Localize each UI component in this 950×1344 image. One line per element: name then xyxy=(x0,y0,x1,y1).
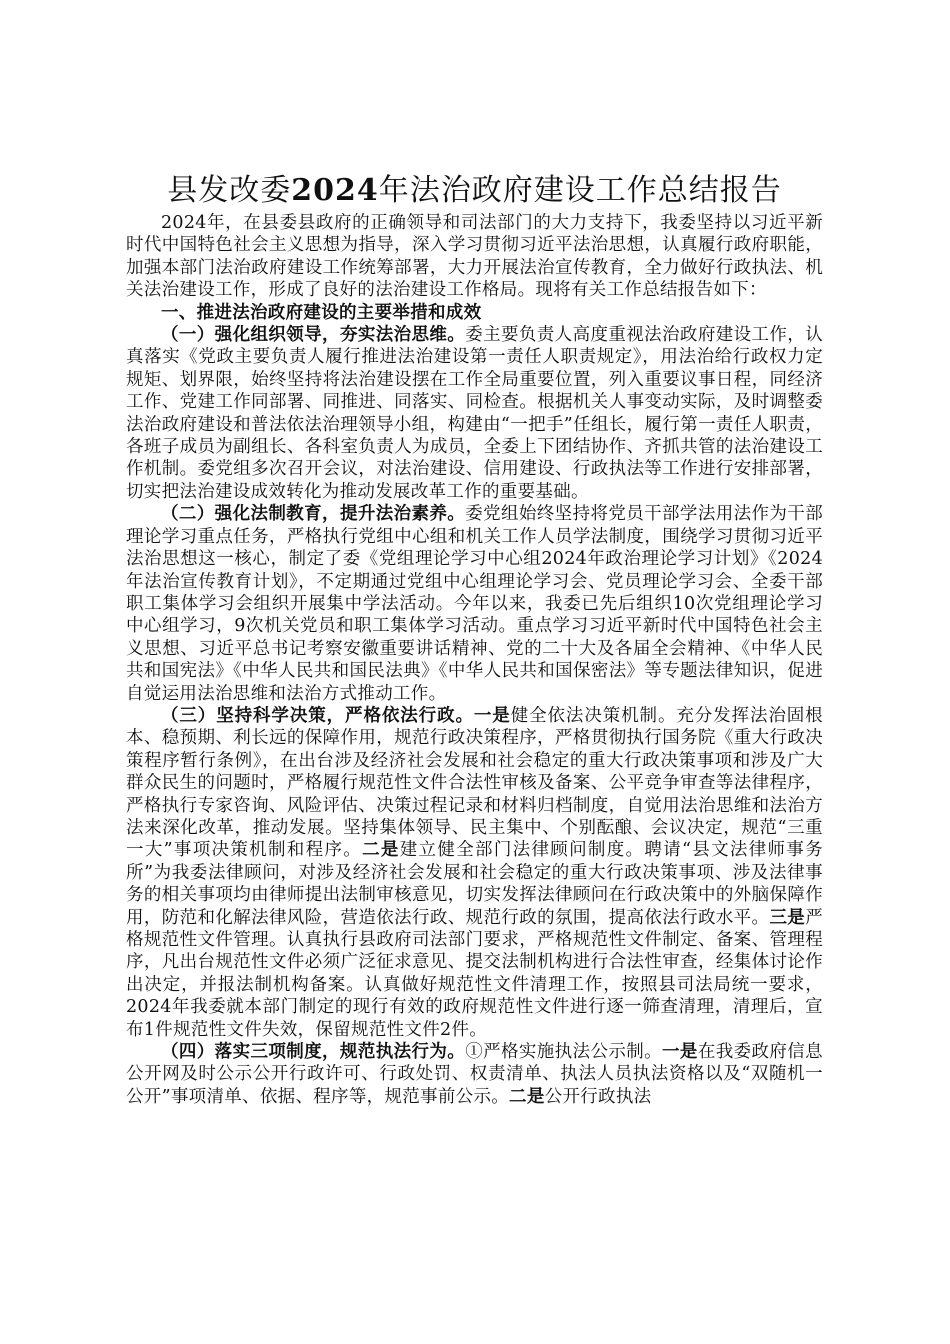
paragraph-3-text-2: 建立健全部门法律顾问制度。聘请“县文法律师事务所”为我委法律顾问，对涉及经济社会发展和社会稳定的重大行政决策事项、涉及法律事务的相关事项均由律师提出法制审核意见，切实发挥法律顾问在行政决策中的外脑保障作用，防范和化解法律风险，营造依法行政、规范行政的氛围，提高依法行政水平。 xyxy=(126,840,823,928)
paragraph-4-marker-2: 二是 xyxy=(509,1086,545,1107)
section-heading: 一、推进法治政府建设的主要举措和成效 xyxy=(161,302,482,323)
title-prefix: 县发改委 xyxy=(167,173,292,208)
paragraph-2 xyxy=(126,503,823,705)
document-title xyxy=(126,172,823,210)
paragraph-4-text-0: ①严格实施执法公示制。 xyxy=(465,1042,663,1063)
paragraph-3-heading: （三）坚持科学决策，严格依法行政。 xyxy=(161,705,474,726)
paragraph-4 xyxy=(126,1041,823,1108)
paragraph-3-text-1: 健全依法决策机制。充分发挥法治固根本、稳预期、利长远的保障作用，规范行政决策程序，严格贯彻执行国务院《重大行政决策程序暂行条例》，在出台涉及经济社会发展和社会稳定的重大行政决策事项和涉及广大群众民生的问题时，严格履行规范性文件合法性审核及备案、公平竞争审查等法律程序，严格执行专家咨询、风险评估、决策过程记录和材料归档制度，自觉用法治思维和法治方法来深化改革，推动发展。坚持集体领导、民主集中、个别酝酿、会议决定，规范“三重一大”事项决策机制和程序。 xyxy=(126,705,823,861)
paragraph-3-marker-2: 二是 xyxy=(362,840,400,861)
paragraph-1-text: 委主要负责人高度重视法治政府建设工作，认真落实《党政主要负责人履行推进法治建设第一责任人职责规定》，用法治给行政权力定规矩、划界限，始终坚持将法治建设摆在工作全局重要位置，列入重要议事日程，同经济工作、党建工作同部署、同推进、同落实、同检查。根据机关人事变动实际，及时调整委法治政府建设和普法依法治理领导小组，构建由“一把手”任组长，履行第一责任人职责，各班子成员为副组长、各科室负责人为成员，全委上下团结协作、齐抓共管的法治建设工作机制。委党组多次召开会议，对法治建设、信用建设、行政执法等工作进行安排部署，切实把法治建设成效转化为推动发展改革工作的重要基础。 xyxy=(126,325,823,502)
paragraph-4-marker-1: 一是 xyxy=(662,1042,698,1063)
paragraph-3 xyxy=(126,705,823,1041)
paragraph-3-marker-1: 一是 xyxy=(473,705,511,726)
paragraph-2-text: 委党组始终坚持将党员干部学法用法作为干部理论学习重点任务，严格执行党组中心组和机关工作人员学法制度，围绕学习贯彻习近平法治思想这一核心，制定了委《党组理论学习中心组2024年政治理论学习计划》《2024年法治宣传教育计划》，不定期通过党组中心组理论学习会、党员理论学习会、全委干部职工集体学习会组织开展集中学法活动。今年以来，我委已先后组织10次党组理论学习中心组学习，9次机关党员和职工集体学习活动。重点学习习近平新时代中国特色社会主义思想、习近平总书记考察安徽重要讲话精神、党的二十大及各届全会精神、《中华人民共和国宪法》《中华人民共和国民法典》《中华人民共和国保密法》等专题法律知识，促进自觉运用法治思维和法治方式推动工作。 xyxy=(126,504,823,704)
title-year: 2024 xyxy=(291,173,379,208)
title-suffix: 年法治政府建设工作总结报告 xyxy=(378,173,782,208)
paragraph-1 xyxy=(126,324,823,503)
paragraph-4-text-2: 公开行政执法 xyxy=(544,1086,652,1107)
document-page xyxy=(126,172,823,1108)
document-body xyxy=(126,212,823,1108)
intro-paragraph: 2024年，在县委县政府的正确领导和司法部门的大力支持下，我委坚持以习近平新时代中国特色社会主义思想为指导，深入学习贯彻习近平法治思想，认真履行政府职能，加强本部门法治政府建设工作统筹部署，大力开展法治宣传教育，全力做好行政执法、机关法治建设工作，形成了良好的法治建设工作格局。现将有关工作总结报告如下： xyxy=(126,213,823,301)
paragraph-3-text-3: 严格规范性文件管理。认真执行县政府司法部门要求，严格规范性文件制定、备案、管理程序，凡出台规范性文件必须广泛征求意见、提交法制机构进行合法性审查，经集体讨论作出决定，并报法制机构备案。认真做好规范性文件清理工作，按照县司法局统一要求，2024年我委就本部门制定的现行有效的政府规范性文件进行逐一筛查清理，清理后，宣布1件规范性文件失效，保留规范性文件2件。 xyxy=(126,907,823,1040)
paragraph-4-heading: （四）落实三项制度，规范执法行为。 xyxy=(161,1042,466,1063)
paragraph-3-marker-3: 三是 xyxy=(769,907,806,928)
paragraph-2-heading: （二）强化法制教育，提升法治素养。 xyxy=(161,504,466,525)
paragraph-4-text-1: 在我委政府信息公开网及时公示公开行政许可、行政处罚、权责清单、执法人员执法资格以及“双随机一公开”事项清单、依据、程序等，规范事前公示。 xyxy=(126,1042,823,1107)
paragraph-1-heading: （一）强化组织领导，夯实法治思维。 xyxy=(161,325,466,346)
